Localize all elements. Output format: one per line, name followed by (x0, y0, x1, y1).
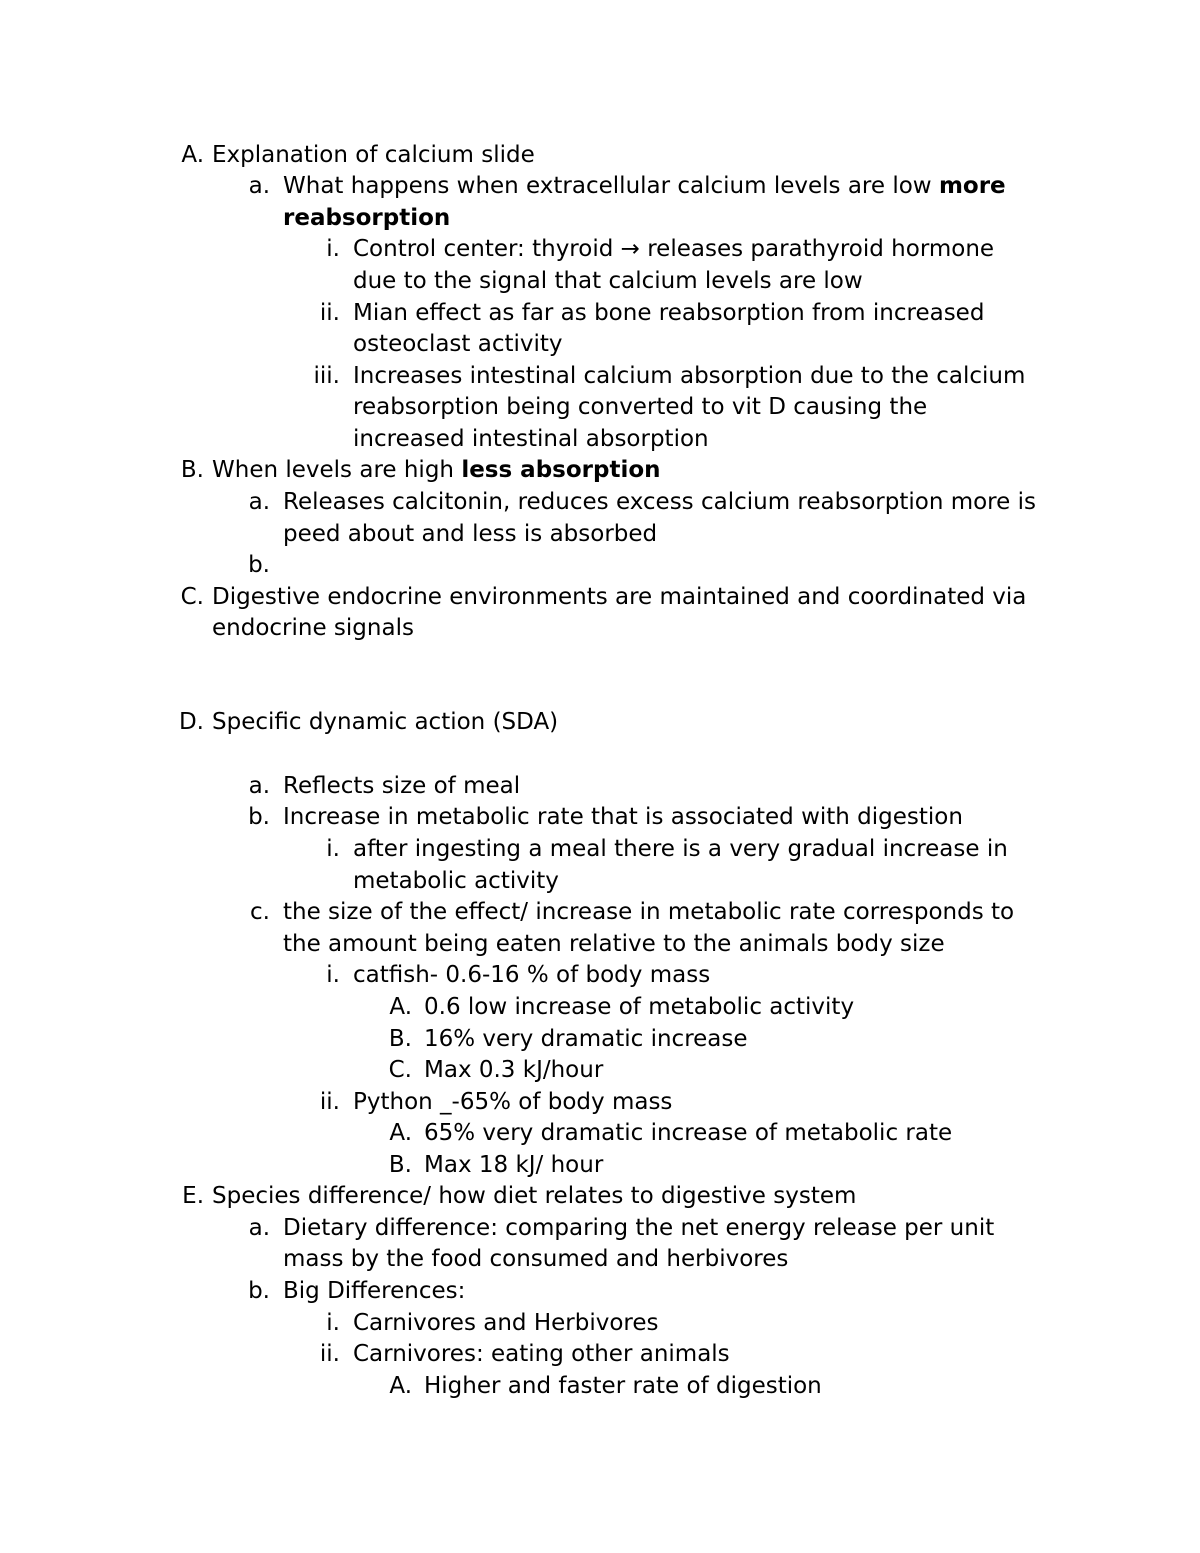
list-item-text: peed about and less is absorbed (283, 521, 658, 547)
list-marker: b. (248, 1278, 270, 1304)
list-item-text: What happens when extracellular calcium levels are low more (283, 173, 1006, 199)
list-marker: A. (389, 1373, 412, 1399)
list-item-text: Specific dynamic action (SDA) (212, 709, 559, 735)
list-item-text: Increases intestinal calcium absorption due to the calcium (353, 363, 1026, 389)
list-item-text: the size of the effect/ increase in metabolic rate corresponds to (283, 899, 1015, 925)
list-marker: a. (248, 773, 270, 799)
list-item-text: Carnivores: eating other animals (353, 1341, 730, 1367)
list-item-text: Mian effect as far as bone reabsorption from increased (353, 300, 985, 326)
list-marker: i. (326, 236, 340, 262)
list-marker: D. (178, 709, 204, 735)
list-marker: c. (250, 899, 270, 925)
list-item-text: endocrine signals (212, 615, 414, 641)
list-item-text: metabolic activity (353, 868, 559, 894)
list-marker: ii. (319, 1341, 340, 1367)
list-marker: iii. (313, 363, 340, 389)
list-item-text: Increase in metabolic rate that is associated with digestion (283, 804, 963, 830)
list-marker: E. (182, 1183, 204, 1209)
list-item-text: Python _-65% of body mass (353, 1089, 673, 1115)
list-item-text: Max 0.3 kJ/hour (424, 1057, 604, 1083)
bold-text: less absorption (461, 457, 661, 483)
list-item-text: 16% very dramatic increase (424, 1026, 748, 1052)
list-marker: a. (248, 489, 270, 515)
list-item-text: Max 18 kJ/ hour (424, 1152, 604, 1178)
list-marker: ii. (319, 1089, 340, 1115)
list-item-text: 0.6 low increase of metabolic activity (424, 994, 855, 1020)
list-item-text: Dietary difference: comparing the net energy release per unit (283, 1215, 995, 1241)
list-item-text: Big Differences: (283, 1278, 466, 1304)
list-marker: b. (248, 804, 270, 830)
list-marker: A. (389, 1120, 412, 1146)
list-item-text: Carnivores and Herbivores (353, 1310, 659, 1336)
right-arrow-icon: → (620, 236, 640, 262)
list-item-text: Species difference/ how diet relates to digestive system (212, 1183, 857, 1209)
list-item-text: Reflects size of meal (283, 773, 521, 799)
list-marker: C. (388, 1057, 412, 1083)
list-item-text: 65% very dramatic increase of metabolic rate (424, 1120, 953, 1146)
list-item-text: catfish- 0.6-16 % of body mass (353, 962, 711, 988)
list-marker: i. (326, 836, 340, 862)
list-item-text: the amount being eaten relative to the animals body size (283, 931, 945, 957)
list-item-text: increased intestinal absorption (353, 426, 709, 452)
list-marker: A. (181, 142, 204, 168)
list-marker: ii. (319, 300, 340, 326)
list-marker: b. (248, 552, 270, 578)
list-marker: C. (180, 584, 204, 610)
list-item-text: osteoclast activity (353, 331, 563, 357)
list-marker: A. (389, 994, 412, 1020)
list-marker: B. (388, 1026, 412, 1052)
list-marker: i. (326, 962, 340, 988)
list-item-text: after ingesting a meal there is a very gradual increase in (353, 836, 1008, 862)
list-item-text: Explanation of calcium slide (212, 142, 535, 168)
list-item-text: reabsorption being converted to vit D causing the (353, 394, 928, 420)
bold-text: reabsorption (283, 205, 451, 231)
list-marker: B. (180, 457, 204, 483)
bold-text: more (938, 173, 1006, 199)
list-marker: i. (326, 1310, 340, 1336)
list-item-text: mass by the food consumed and herbivores (283, 1246, 789, 1272)
list-item-text: When levels are high less absorption (212, 457, 661, 483)
list-marker: a. (248, 1215, 270, 1241)
list-item-text: due to the signal that calcium levels are low (353, 268, 863, 294)
list-item-text: Higher and faster rate of digestion (424, 1373, 822, 1399)
list-item-text: Releases calcitonin, reduces excess calcium reabsorption more is (283, 489, 1036, 515)
list-item-text: Digestive endocrine environments are maintained and coordinated via (212, 584, 1027, 610)
list-marker: a. (248, 173, 270, 199)
list-marker: B. (388, 1152, 412, 1178)
list-item-text: Control center: thyroid → releases parathyroid hormone (353, 236, 995, 262)
